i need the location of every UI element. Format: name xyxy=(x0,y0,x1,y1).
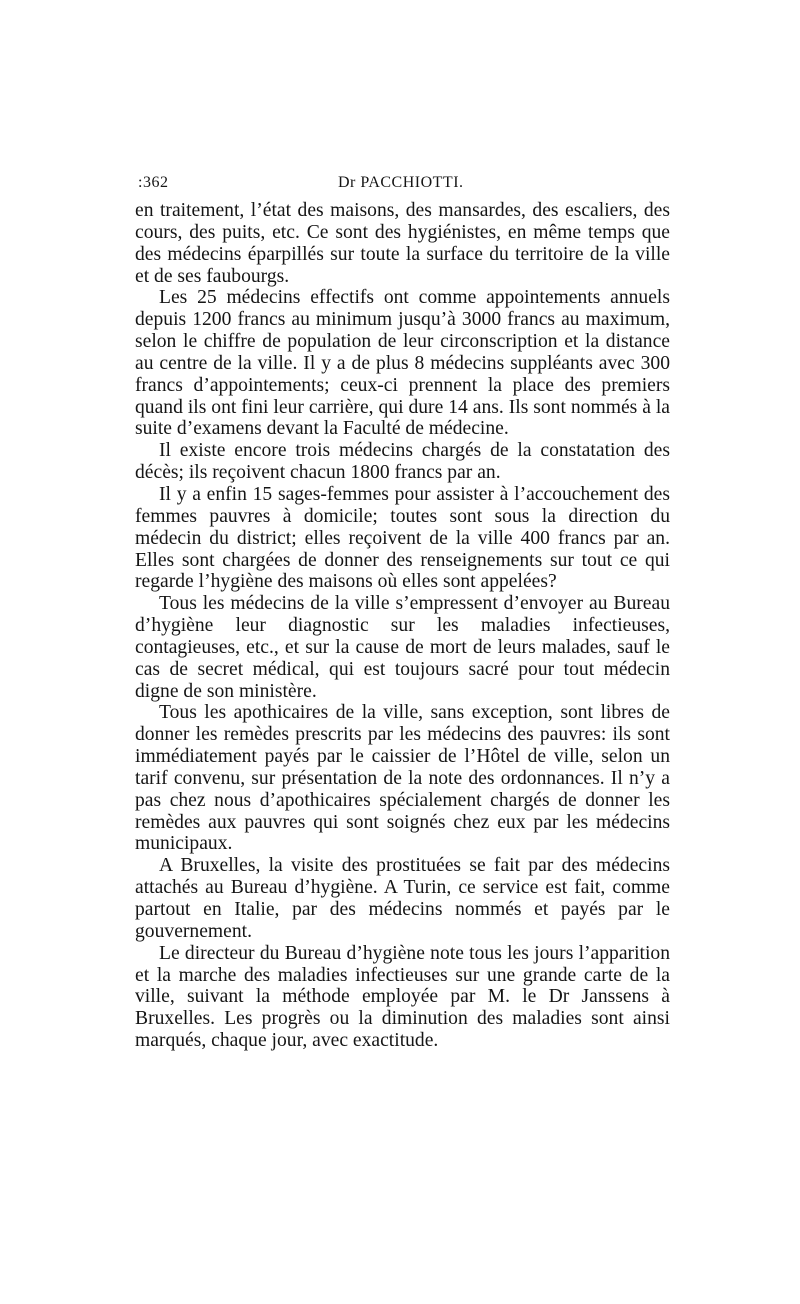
paragraph: Il existe encore trois médecins chargés de la constatation des décès; ils reçoivent chacun 1800 francs par an. xyxy=(135,440,670,484)
paragraph: Les 25 médecins effectifs ont comme appointements annuels depuis 1200 francs au minimum jusqu’à 3000 francs au maximum, selon le chiffre de population de leur circonscription et la distance au centre de la ville. Il y a de plus 8 médecins suppléants avec 300 francs d’appointements; ceux-ci prennent la place des premiers quand ils ont fini leur carrière, qui dure 14 ans. Ils sont nommés à la suite d’examens devant la Faculté de médecine. xyxy=(135,287,670,440)
paragraph: A Bruxelles, la visite des prostituées se fait par des médecins attachés au Bureau d’hygiène. A Turin, ce service est fait, comme partout en Italie, par des médecins nommés et payés par le gouvernement. xyxy=(135,855,670,942)
body-text xyxy=(135,200,670,1052)
page-header xyxy=(138,172,670,194)
paragraph: Le directeur du Bureau d’hygiène note tous les jours l’apparition et la marche des maladies infectieuses sur une grande carte de la ville, suivant la méthode employée par M. le Dr Janssens à Bruxelles. Les progrès ou la diminution des maladies sont ainsi marqués, chaque jour, avec exactitude. xyxy=(135,942,670,1052)
paragraph: Tous les médecins de la ville s’empressent d’envoyer au Bureau d’hygiène leur diagnostic sur les maladies infectieuses, contagieuses, etc., et sur la cause de mort de leurs malades, sauf le cas de secret médical, qui est toujours sacré pour tout médecin digne de son ministère. xyxy=(135,593,670,702)
page-number: :362 xyxy=(138,174,169,191)
running-head: Dr PACCHIOTTI. xyxy=(338,174,464,191)
paragraph: en traitement, l’état des maisons, des mansardes, des escaliers, des cours, des puits, etc. Ce sont des hygiénistes, en même temps que des médecins éparpillés sur toute la surface du territoire de la ville et de ses faubourgs. xyxy=(135,200,670,287)
paragraph: Il y a enfin 15 sages-femmes pour assister à l’accouchement des femmes pauvres à domicile; toutes sont sous la direction du médecin du district; elles reçoivent de la ville 400 francs par an. Elles sont chargées de donner des renseignements sur tout ce qui regarde l’hygiène des maisons où elles sont appelées? xyxy=(135,483,670,593)
paragraph: Tous les apothicaires de la ville, sans exception, sont libres de donner les remèdes prescrits par les médecins des pauvres: ils sont immédiatement payés par le caissier de l’Hôtel de ville, selon un tarif convenu, sur présentation de la note des ordonnances. Il n’y a pas chez nous d’apothicaires spécialement chargés de donner les remèdes aux pauvres qui sont soignés chez eux par les médecins municipaux. xyxy=(135,702,670,855)
